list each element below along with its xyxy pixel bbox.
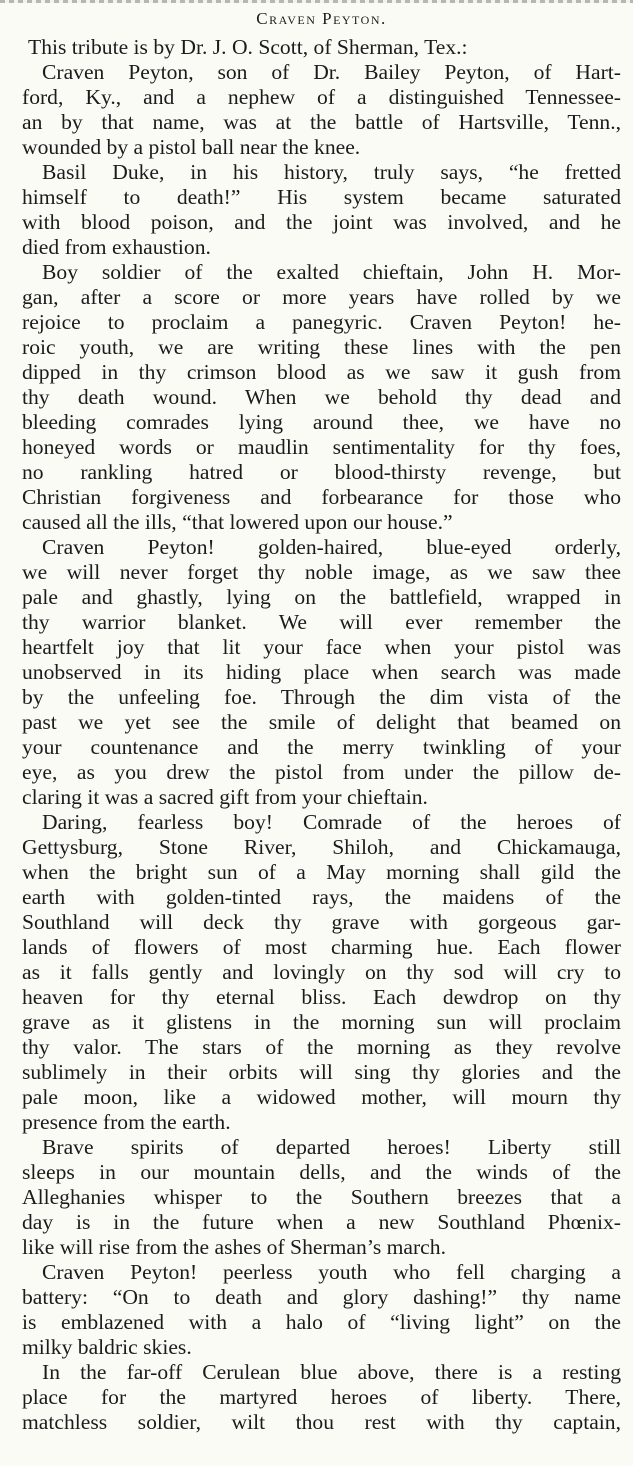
text-line: is emblazened with a halo of “living light” on the — [22, 1310, 621, 1334]
text-line: an by that name, was at the battle of Hartsville, Tenn., — [22, 110, 621, 134]
text-line: heartfelt joy that lit your face when your pistol was — [22, 635, 621, 659]
text-line: Basil Duke, in his history, truly says, “he fretted — [42, 160, 621, 184]
text-line: sublimely in their orbits will sing thy glories and the — [22, 1060, 621, 1084]
text-line: battery: “On to death and glory dashing!” thy name — [22, 1285, 621, 1309]
text-line: ford, Ky., and a nephew of a distinguished Tennessee- — [22, 85, 621, 109]
text-line: roic youth, we are writing these lines with the pen — [22, 335, 621, 359]
text-line: claring it was a sacred gift from your chieftain. — [22, 785, 428, 809]
text-line: unobserved in its hiding place when search was made — [22, 660, 621, 684]
text-line: by the unfeeling foe. Through the dim vista of the — [22, 685, 621, 709]
text-line: died from exhaustion. — [22, 235, 211, 259]
text-line: Craven Peyton! peerless youth who fell charging a — [42, 1260, 621, 1284]
text-line: heaven for thy eternal bliss. Each dewdrop on thy — [22, 985, 621, 1009]
paragraph — [22, 160, 621, 260]
page-title: Craven Peyton. — [256, 9, 387, 28]
text-line: matchless soldier, wilt thou rest with thy captain, — [22, 1410, 621, 1434]
text-line: sleeps in our mountain dells, and the winds of the — [22, 1160, 621, 1184]
text-line: Brave spirits of departed heroes! Liberty still — [42, 1135, 621, 1159]
text-line: Craven Peyton, son of Dr. Bailey Peyton, of Hart- — [42, 60, 621, 84]
text-line: Christian forgiveness and forbearance for those who — [22, 485, 621, 509]
text-line: milky baldric skies. — [22, 1335, 192, 1359]
text-line: dipped in thy crimson blood as we saw it gush from — [22, 360, 621, 384]
text-line: presence from the earth. — [22, 1110, 231, 1134]
tribute-intro: This tribute is by Dr. J. O. Scott, of Sherman, Tex.: — [28, 35, 468, 59]
text-line: gan, after a score or more years have rolled by we — [22, 285, 621, 309]
text-line: himself to death!” His system became saturated — [22, 185, 621, 209]
text-line: caused all the ills, “that lowered upon our house.” — [22, 510, 453, 534]
text-line: pale moon, like a widowed mother, will mourn thy — [22, 1085, 621, 1109]
paragraph — [22, 1260, 621, 1360]
text-line: wounded by a pistol ball near the knee. — [22, 135, 361, 159]
text-line: when the bright sun of a May morning shall gild the — [22, 860, 621, 884]
text-line: Alleghanies whisper to the Southern breezes that a — [22, 1185, 621, 1209]
top-scan-edge — [0, 0, 633, 3]
text-line: Gettysburg, Stone River, Shiloh, and Chickamauga, — [22, 835, 621, 859]
text-line: eye, as you drew the pistol from under the pillow de- — [22, 760, 621, 784]
text-line: we will never forget thy noble image, as we saw thee — [22, 560, 621, 584]
text-line: grave as it glistens in the morning sun will proclaim — [22, 1010, 621, 1034]
text-line: no rankling hatred or blood-thirsty revenge, but — [22, 460, 621, 484]
text-line: pale and ghastly, lying on the battlefield, wrapped in — [22, 585, 621, 609]
text-line: Southland will deck thy grave with gorgeous gar- — [22, 910, 621, 934]
text-line: earth with golden-tinted rays, the maidens of the — [22, 885, 621, 909]
paragraph — [22, 1360, 621, 1435]
text-line: place for the martyred heroes of liberty. There, — [22, 1385, 621, 1409]
text-line: thy warrior blanket. We will ever remember the — [22, 610, 621, 634]
text-line: lands of flowers of most charming hue. Each flower — [22, 935, 621, 959]
paragraph — [22, 60, 621, 160]
text-line: day is in the future when a new Southland Phœnix- — [22, 1210, 621, 1234]
text-line: thy valor. The stars of the morning as they revolve — [22, 1035, 621, 1059]
text-line: honeyed words or maudlin sentimentality for thy foes, — [22, 435, 621, 459]
text-line: Boy soldier of the exalted chieftain, John H. Mor- — [42, 260, 621, 284]
text-line: thy death wound. When we behold thy dead and — [22, 385, 621, 409]
text-line: In the far-off Cerulean blue above, there is a resting — [42, 1360, 621, 1384]
text-line: Daring, fearless boy! Comrade of the heroes of — [42, 810, 621, 834]
text-line: your countenance and the merry twinkling of your — [22, 735, 621, 759]
tribute-body — [22, 60, 621, 1435]
paragraph — [22, 260, 621, 535]
text-line: past we yet see the smile of delight that beamed on — [22, 710, 621, 734]
text-line: bleeding comrades lying around thee, we have no — [22, 410, 621, 434]
text-line: as it falls gently and lovingly on thy sod will cry to — [22, 960, 621, 984]
text-line: Craven Peyton! golden-haired, blue-eyed orderly, — [42, 535, 621, 559]
text-line: with blood poison, and the joint was involved, and he — [22, 210, 621, 234]
text-line: like will rise from the ashes of Sherman’s march. — [22, 1235, 446, 1259]
paragraph — [22, 1135, 621, 1260]
text-line: rejoice to proclaim a panegyric. Craven Peyton! he- — [22, 310, 621, 334]
paragraph — [22, 810, 621, 1135]
paragraph — [22, 535, 621, 810]
